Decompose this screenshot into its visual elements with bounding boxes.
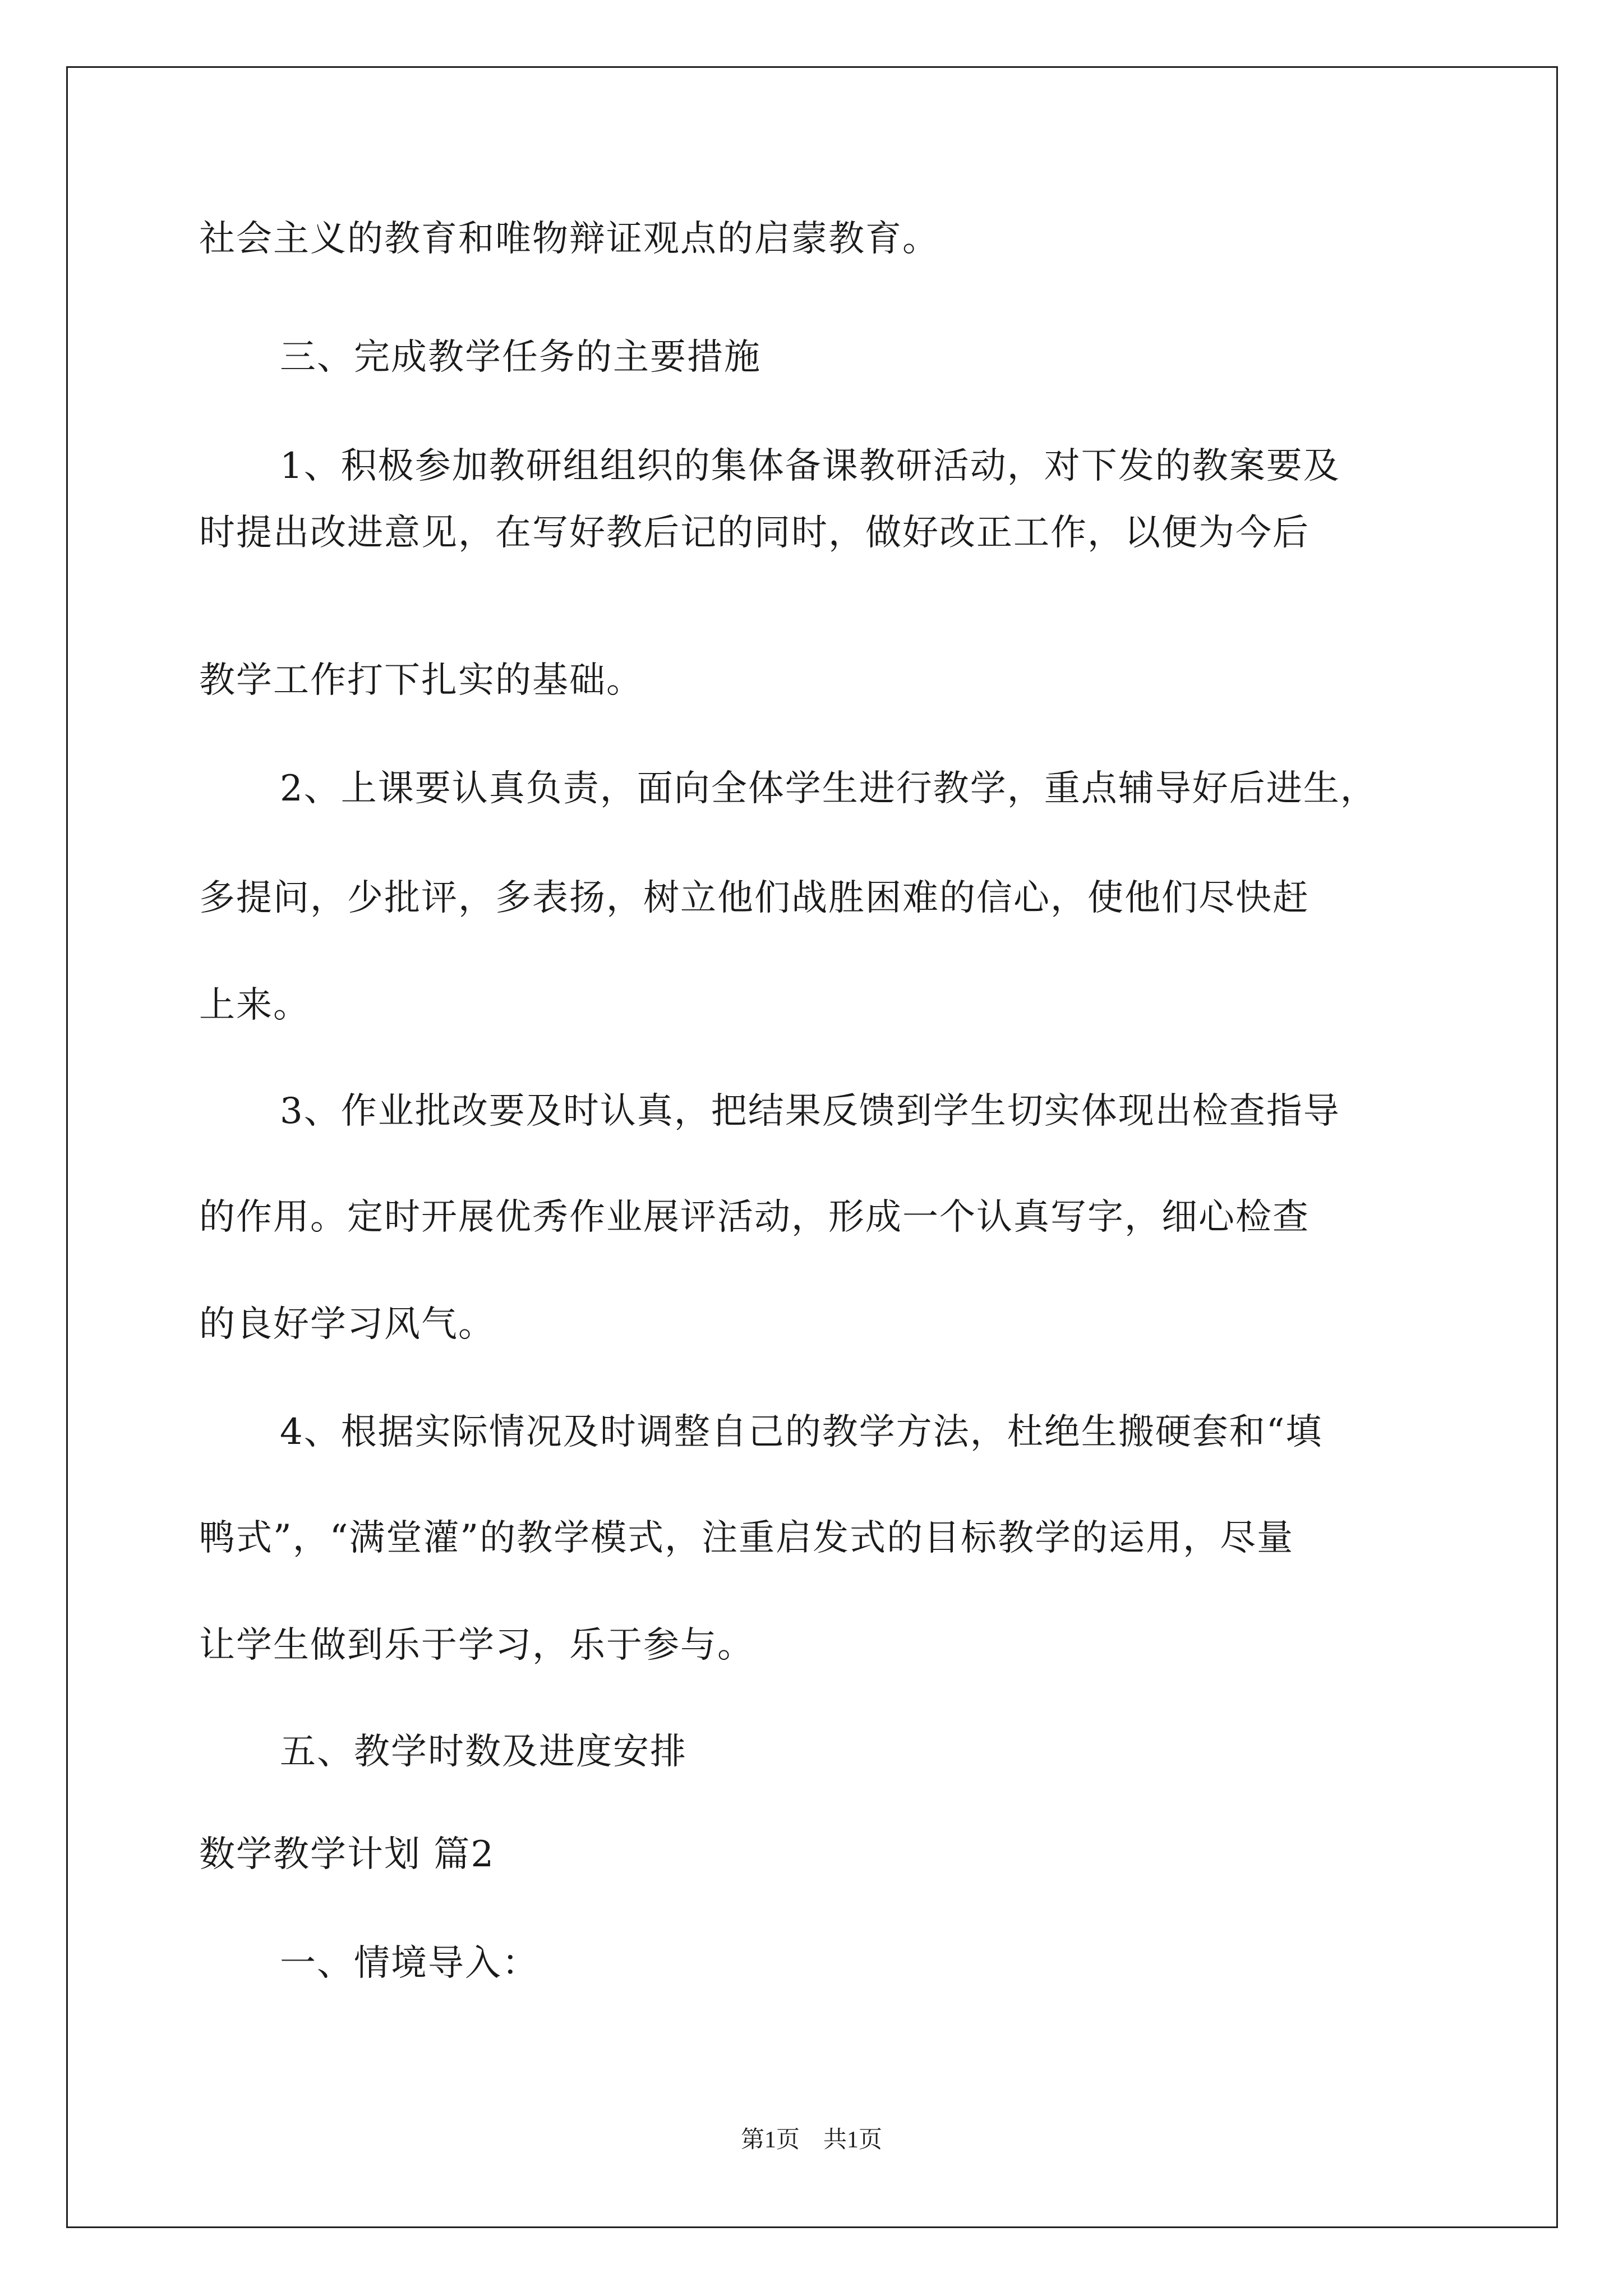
section-heading: 五、教学时数及进度安排 (280, 1731, 687, 1773)
section-heading: 三、完成教学任务的主要措施 (280, 337, 761, 378)
paragraph-line: 的作用。定时开展优秀作业展评活动，形成一个认真写字，细心检查 (199, 1197, 1310, 1238)
paragraph-line: 1、积极参加教研组组织的集体备课教研活动，对下发的教案要及 (280, 445, 1340, 487)
paragraph-line: 4、根据实际情况及时调整自己的教学方法，杜绝生搬硬套和“填 (280, 1411, 1323, 1453)
paragraph-line: 上来。 (199, 984, 310, 1026)
paragraph-line: 的良好学习风气。 (199, 1304, 495, 1345)
paragraph-line: 教学工作打下扎实的基础。 (199, 660, 643, 701)
paragraph-line: 鸭式”，“满堂灌”的教学模式，注重启发式的目标教学的运用，尽量 (199, 1517, 1294, 1559)
paragraph-line: 2、上课要认真负责，面向全体学生进行教学，重点辅导好后进生， (280, 768, 1377, 809)
document-title: 数学教学计划 篇2 (199, 1834, 495, 1875)
page-number-footer: 第1页 共1页 (740, 2127, 882, 2153)
section-heading: 一、情境导入： (280, 1943, 539, 1984)
page-border (66, 66, 1558, 2228)
paragraph-line: 让学生做到乐于学习，乐于参与。 (199, 1625, 754, 1666)
paragraph-line: 社会主义的教育和唯物辩证观点的启蒙教育。 (199, 218, 939, 260)
paragraph-line: 3、作业批改要及时认真，把结果反馈到学生切实体现出检查指导 (280, 1091, 1340, 1132)
paragraph-line: 时提出改进意见，在写好教后记的同时，做好改正工作，以便为今后 (199, 512, 1310, 554)
paragraph-line: 多提问，少批评，多表扬，树立他们战胜困难的信心，使他们尽快赶 (199, 877, 1310, 919)
